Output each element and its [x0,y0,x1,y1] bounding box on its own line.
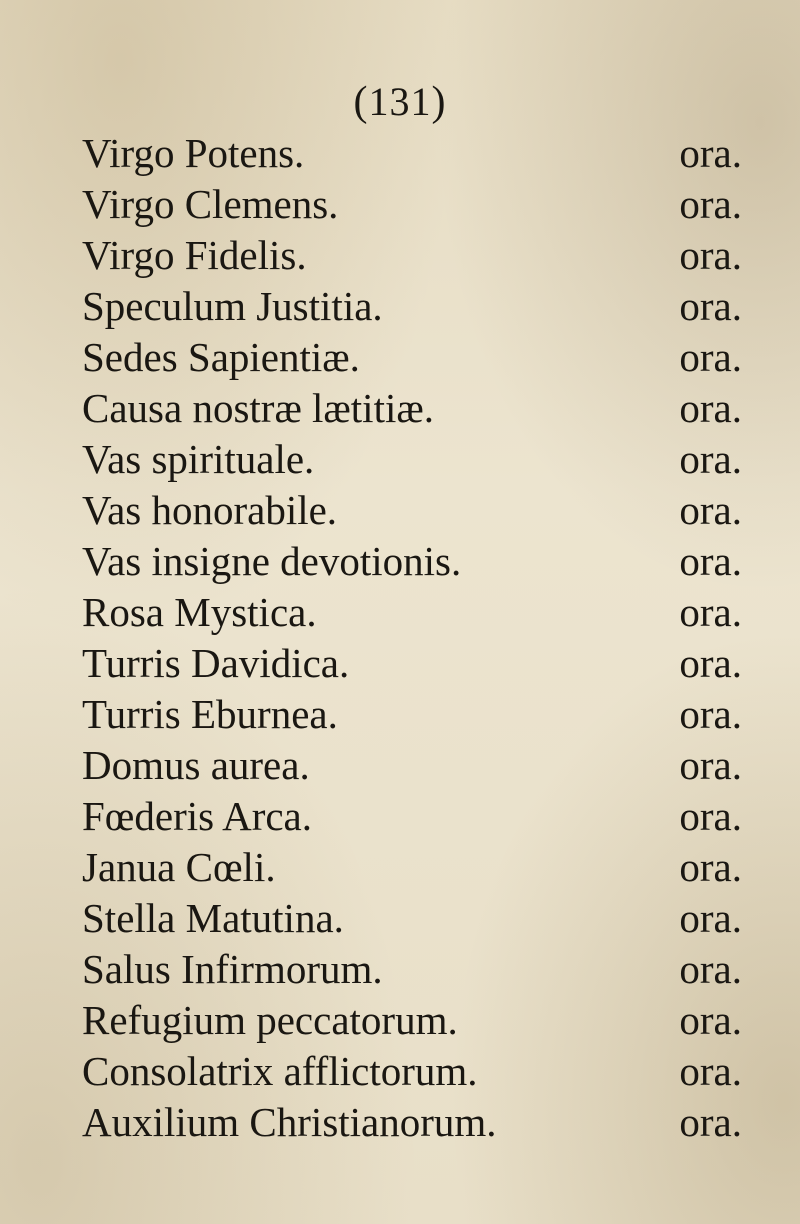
response-text: ora. [679,793,742,839]
response-text: ora. [679,181,742,227]
invocation-text: Stella Matutina. [82,895,344,941]
litany-list [82,128,742,1148]
invocation-text: Speculum Justitia. [82,283,383,329]
invocation-text: Consolatrix afflictorum. [82,1048,478,1094]
litany-row [82,536,742,587]
invocation-text: Turris Davidica. [82,640,350,686]
litany-row [82,944,742,995]
invocation-text: Salus Infirmorum. [82,946,383,992]
response-text: ora. [679,436,742,482]
page-number: (131) [353,79,447,125]
invocation-text: Auxilium Christianorum. [82,1099,497,1145]
response-text: ora. [679,589,742,635]
response-text: ora. [679,538,742,584]
invocation-text: Refugium peccatorum. [82,997,458,1043]
invocation-text: Causa nostræ lætitiæ. [82,385,434,431]
response-text: ora. [679,487,742,533]
litany-row [82,332,742,383]
response-text: ora. [679,385,742,431]
response-text: ora. [679,232,742,278]
response-text: ora. [679,997,742,1043]
invocation-text: Virgo Fidelis. [82,232,307,278]
response-text: ora. [679,1099,742,1145]
litany-row [82,791,742,842]
invocation-text: Sedes Sapientiæ. [82,334,360,380]
invocation-text: Fœderis Arca. [82,793,313,839]
litany-row [82,128,742,179]
litany-row [82,281,742,332]
response-text: ora. [679,334,742,380]
litany-row [82,383,742,434]
litany-row [82,179,742,230]
invocation-text: Turris Eburnea. [82,691,338,737]
litany-row [82,587,742,638]
response-text: ora. [679,283,742,329]
invocation-text: Domus aurea. [82,742,310,788]
page-number-value: 131 [368,79,432,124]
litany-row [82,485,742,536]
invocation-text: Janua Cœli. [82,844,276,890]
invocation-text: Rosa Mystica. [82,589,317,635]
response-text: ora. [679,130,742,176]
invocation-text: Vas insigne devotionis. [82,538,462,584]
response-text: ora. [679,844,742,890]
litany-row [82,689,742,740]
response-text: ora. [679,1048,742,1094]
litany-row [82,1046,742,1097]
litany-row [82,740,742,791]
response-text: ora. [679,691,742,737]
invocation-text: Vas spirituale. [82,436,315,482]
response-text: ora. [679,946,742,992]
litany-row [82,434,742,485]
litany-row [82,230,742,281]
response-text: ora. [679,640,742,686]
litany-row [82,842,742,893]
response-text: ora. [679,895,742,941]
response-text: ora. [679,742,742,788]
litany-row [82,1097,742,1148]
litany-row [82,893,742,944]
litany-row [82,995,742,1046]
invocation-text: Virgo Potens. [82,130,305,176]
invocation-text: Virgo Clemens. [82,181,339,227]
litany-row [82,638,742,689]
invocation-text: Vas honorabile. [82,487,338,533]
